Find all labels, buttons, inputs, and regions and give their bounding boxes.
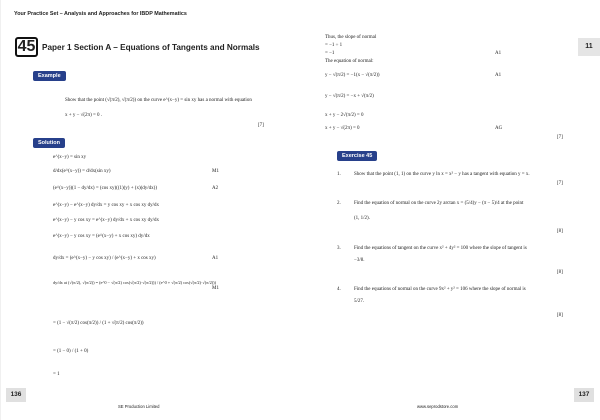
normal-line: x + y − √(2π) = 0 (325, 126, 360, 131)
solution-step: e^(x−y) − e^(x−y) dy/dx = y cos xy + x cos xy dy/dx (53, 203, 159, 208)
solution-step: = (1 − 0) / (1 + 0) (53, 349, 89, 354)
question-number: 3. (337, 246, 341, 251)
question-extra: −3/8. (354, 258, 365, 263)
question-extra: (1, 1/2). (354, 216, 370, 221)
normal-line: = −1 (325, 51, 335, 56)
normal-mark: A1 (495, 51, 502, 56)
question-mark: [8] (557, 229, 563, 234)
solution-mark: A1 (212, 256, 219, 261)
example-equation: x + y − √(2π) = 0 . (65, 113, 103, 118)
solution-step: e^(x−y) − y cos xy = (e^(x−y) + x cos xy) dy/dx (53, 234, 150, 239)
normal-line: Thus, the slope of normal (325, 35, 377, 40)
question-mark: [7] (557, 181, 563, 186)
footer-publisher: SE Production Limited (118, 404, 160, 409)
solution-step: (e^(x−y))(1 − dy/dx) = (cos xy)((1)(y) + (x)(dy/dx)) (53, 186, 158, 191)
question-extra: 5/27. (354, 299, 365, 304)
solution-mark: A2 (212, 186, 219, 191)
solution-step: dy/dx at (√(π/2), √(π/2)) = (e^0 − √(π/2) cos(√(π/2)·√(π/2))) / (e^0 + √(π/2) cos(√(π/2)·√(π/2))) (53, 280, 217, 285)
solution-mark: M1 (212, 286, 219, 291)
chapter-number: 45 (15, 37, 38, 57)
footer-website: www.seprodstore.com (417, 404, 459, 409)
solution-step: = (1 − √(π/2) cos(π/2)) / (1 + √(π/2) cos(π/2)) (53, 321, 144, 326)
question-number: 2. (337, 201, 341, 206)
normal-line: y − √(π/2) = −x + √(π/2) (325, 94, 374, 99)
question-text: Show that the point (1, 1) on the curve y ln x = x² − y has a tangent with equation y = x. (354, 172, 530, 177)
right-page-number: 137 (574, 388, 594, 402)
normal-line: y − √(π/2) = −1(x − √(π/2)) (325, 73, 380, 78)
normal-total-mark: [7] (557, 135, 563, 140)
chapter-side-tab: 11 (578, 38, 600, 56)
solution-step: d/dx(e^(x−y)) = d/dx(sin xy) (53, 169, 111, 174)
exercise-tab: Exercise 45 (337, 151, 377, 161)
normal-line: = −1 ÷ 1 (325, 43, 343, 48)
question-number: 1. (337, 172, 341, 177)
left-page-number: 136 (6, 388, 26, 402)
solution-step: = 1 (53, 372, 60, 377)
question-text: Find the equation of normal on the curve 2y arctan x = (5/4)y − (π − 5)/4 at the point (354, 201, 524, 206)
question-text: Find the equations of tangent on the curve x² + 4y² = 100 where the slope of tangent is (354, 246, 527, 251)
question-mark: [8] (557, 313, 563, 318)
page-gutter (0, 0, 1, 420)
question-mark: [8] (557, 270, 563, 275)
book-title: Your Practice Set – Analysis and Approaches for IBDP Mathematics (14, 11, 187, 17)
example-question: Show that the point (√(π/2), √(π/2)) on the curve e^(x−y) = sin xy has a normal with equation (65, 98, 252, 103)
solution-step: dy/dx = (e^(x−y) − y cos xy) / (e^(x−y) + x cos xy) (53, 256, 156, 261)
example-marks: [7] (258, 123, 264, 128)
question-number: 4. (337, 287, 341, 292)
normal-line: x + y − 2√(π/2) = 0 (325, 113, 364, 118)
normal-mark: AG (495, 126, 503, 131)
solution-step: e^(x−y) = sin xy (53, 155, 87, 160)
solution-step: e^(x−y) − y cos xy = e^(x−y) dy/dx + x cos xy dy/dx (53, 218, 159, 223)
example-tab: Example (33, 71, 66, 81)
question-text: Find the equations of normal on the curve 9x² + y² = 106 where the slope of normal is (354, 287, 526, 292)
solution-mark: M1 (212, 169, 219, 174)
chapter-title: Paper 1 Section A – Equations of Tangents and Normals (42, 43, 260, 52)
solution-tab: Solution (33, 138, 65, 148)
normal-line: The equation of normal: (325, 59, 374, 64)
normal-mark: A1 (495, 73, 502, 78)
